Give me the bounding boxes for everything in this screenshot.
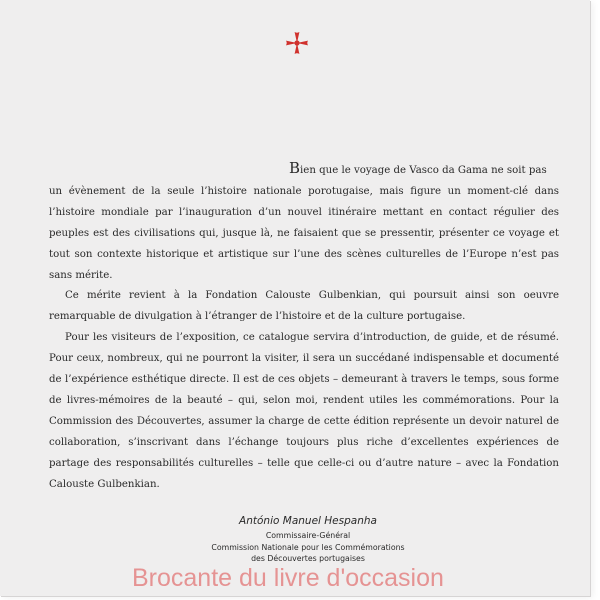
signature-block [160,512,456,565]
preface-text [49,158,559,496]
paragraph-1-opening [289,158,559,182]
cross-pattee-icon [284,30,310,56]
signatory-organization-line-1: Commission Nationale pour les Commémorations [211,542,405,552]
signatory-organization-line-2: des Découvertes portugaises [251,554,365,563]
signatory-name: António Manuel Hespanha [239,515,377,527]
paragraph-3: Pour les visiteurs de l’exposition, ce catalogue servira d’introduction, de guide, et de résumé. Pour ceux, nombreux, qui ne pourront la visiter, il sera un succédané indispensable et documenté de l’expérience esthétique directe. Il est de ces objets – demeurant à travers le temps, sous forme de livres-mémoires de la beauté – qui, selon moi, rendent utiles les commémorations. Pour la Commission des Découvertes, assumer la charge de cette édition représente un devoir naturel de collaboration, s’inscrivant dans l’échange toujours plus riche d’excellentes expériences de partage des responsabilités culturelles – telle que celle-ci ou d’autre nature – avec la Fondation Calouste Gulbenkian. [49,332,559,490]
paragraph-1-first-line: ien que le voyage de Vasco da Gama ne soit pas [300,165,547,176]
watermark-text: Brocante du livre d'occasion [132,564,444,592]
paragraph-1: un évènement de la seule l’histoire nationale porotugaise, mais figure un moment-clé dans l’histoire mondiale par l’inauguration d’un nouvel itinéraire mettant en contact régulier des peuples est des civilisations qui, jusque là, ne faisaient que se pressentir, présenter ce voyage et tout son contexte historique et artistique sur l’une des scènes culturelles de l’Europe n’est pas sans mérite. [49,185,559,281]
paragraph-2: Ce mérite revient à la Fondation Calouste Gulbenkian, qui poursuit ainsi son oeuvre remarquable de divulgation à l’étranger de l’histoire et de la culture portugaise. [49,290,559,323]
drop-cap: B [289,159,301,177]
signatory-role: Commissaire-Général [265,531,351,540]
